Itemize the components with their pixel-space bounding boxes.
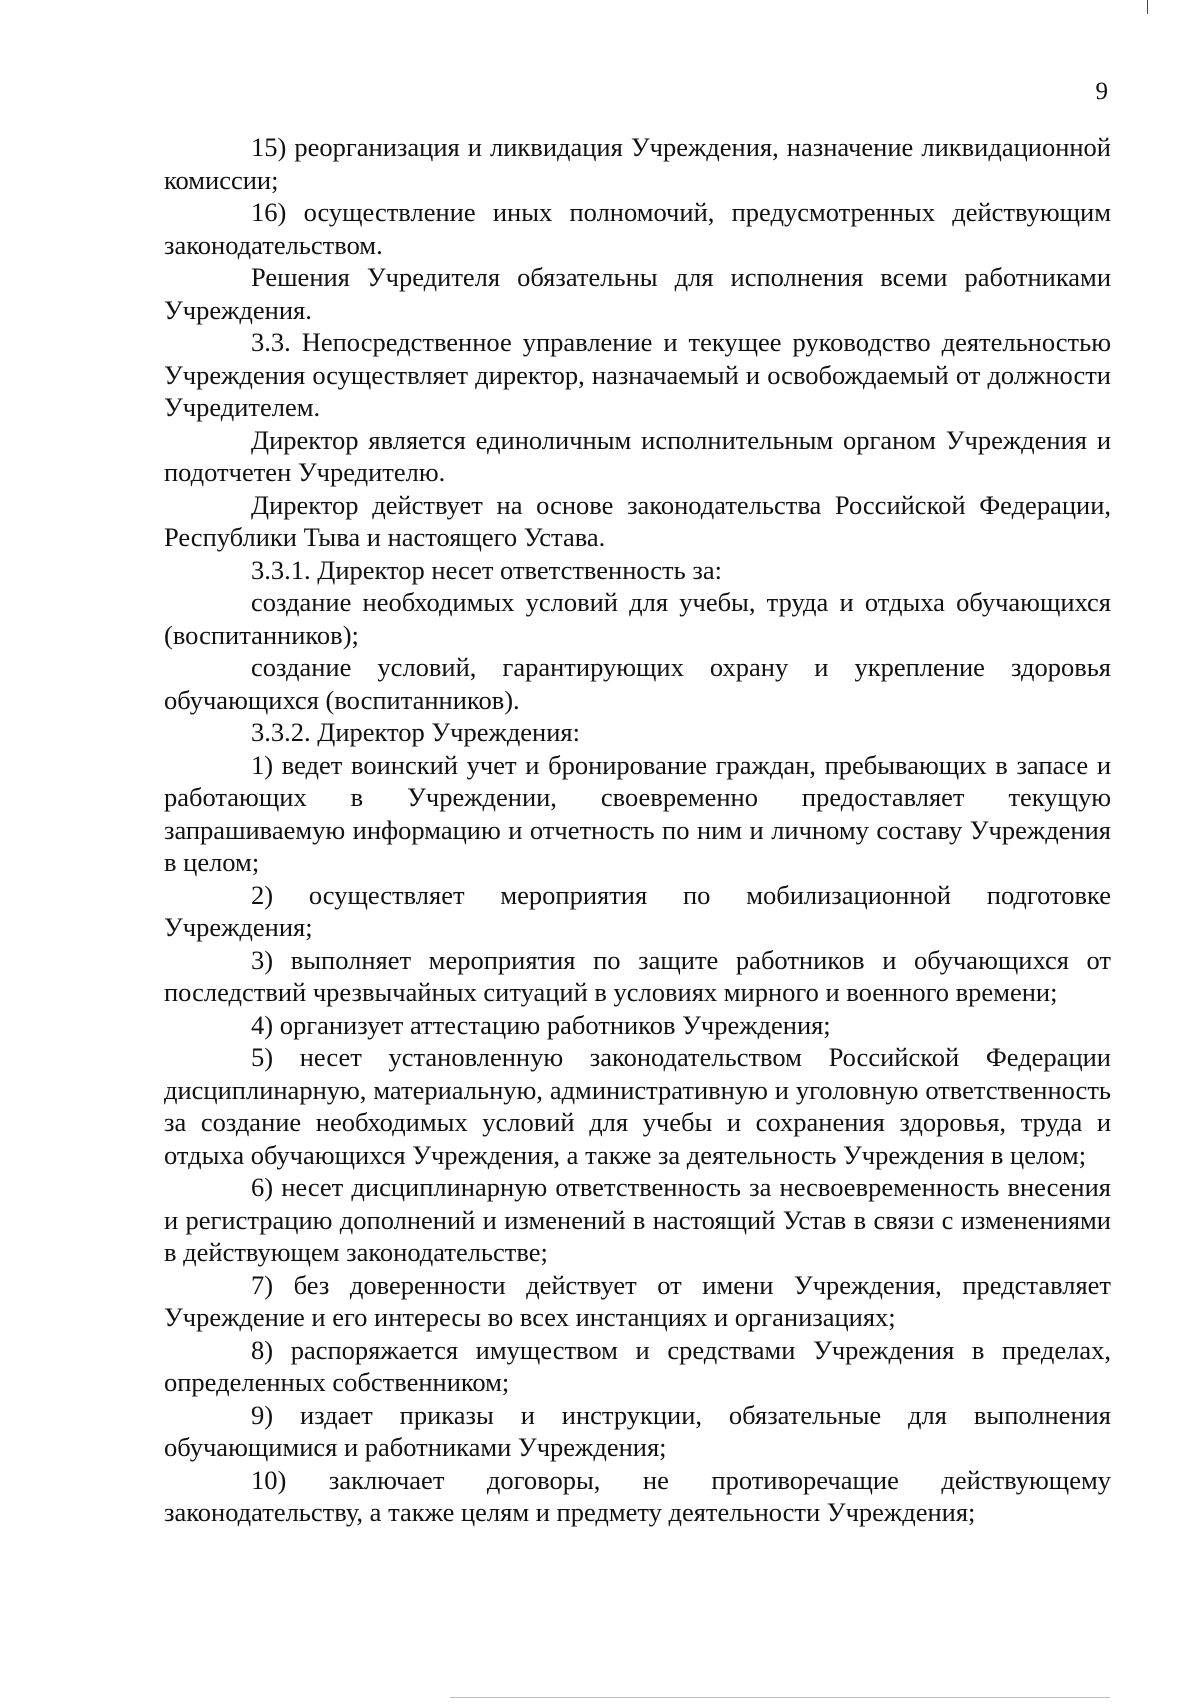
- paragraph-duty-4: 4) организует аттестацию работников Учреждения;: [251, 1009, 831, 1040]
- page-number: 9: [1095, 78, 1108, 105]
- paragraph-founder-decisions: Решения Учредителя обязательны для исполнения всеми работниками Учреждения.: [164, 262, 1111, 325]
- paragraph-director-role: Директор является единоличным исполнительным органом Учреждения и подотчетен Учредителю.: [164, 424, 1111, 487]
- paragraph-duty-2: 2) осуществляет мероприятия по мобилизационной подготовке Учреждения;: [164, 879, 1111, 942]
- paragraph-responsibility-health: создание условий, гарантирующих охрану и укрепление здоровья обучающихся (воспитанников).: [164, 652, 1111, 715]
- paragraph-duty-8: 8) распоряжается имуществом и средствами Учреждения в пределах, определенных собственником;: [164, 1334, 1111, 1397]
- paragraph-director-legal-basis: Директор действует на основе законодательства Российской Федерации, Республики Тыва и настоящего Устава.: [164, 489, 1111, 552]
- paragraph-duty-6: 6) несет дисциплинарную ответственность за несвоевременность внесения и регистрацию дополнений и изменений в настоящий Устав в связи с изменениями в действующем законодательстве;: [164, 1172, 1111, 1267]
- paragraph-duty-7: 7) без доверенности действует от имени Учреждения, представляет Учреждение и его интересы во всех инстанциях и организациях;: [164, 1269, 1111, 1332]
- paragraph-item-16: 16) осуществление иных полномочий, предусмотренных действующим законодательством.: [164, 197, 1111, 260]
- paragraph-section-3-3-1: 3.3.1. Директор несет ответственность за:: [251, 554, 722, 585]
- paragraph-responsibility-conditions: создание необходимых условий для учебы, труда и отдыха обучающихся (воспитанников);: [164, 587, 1111, 650]
- paragraph-section-3-3: 3.3. Непосредственное управление и текущее руководство деятельностью Учреждения осуществляет директор, назначаемый и освобождаемый от должности Учредителем.: [164, 327, 1111, 422]
- scan-bottom-line: [450, 1697, 1110, 1698]
- paragraph-section-3-3-2: 3.3.2. Директор Учреждения:: [251, 717, 580, 747]
- paragraph-duty-9: 9) издает приказы и инструкции, обязательные для выполнения обучающимися и работниками Учреждения;: [164, 1399, 1111, 1462]
- paragraph-duty-3: 3) выполняет мероприятия по защите работников и обучающихся от последствий чрезвычайных ситуаций в условиях мирного и военного времени;: [164, 944, 1111, 1007]
- paragraph-duty-1: 1) ведет воинский учет и бронирование граждан, пребывающих в запасе и работающих в Учреждении, своевременно предоставляет текущую запрашиваемую информацию и отчетность по ним и личному составу Учреждения в целом;: [164, 749, 1111, 877]
- paragraph-duty-10: 10) заключает договоры, не противоречащие действующему законодательству, а также целям и предмету деятельности Учреждения;: [164, 1464, 1111, 1527]
- document-body: [164, 131, 1111, 1529]
- paragraph-duty-5: 5) несет установленную законодательством Российской Федерации дисциплинарную, материальную, административную и уголовную ответственность за создание необходимых условий для учебы и сохранения здоровья, труда и отдыха обучающихся Учреждения, а также за деятельность Учреждения в целом;: [164, 1042, 1111, 1170]
- paragraph-item-15: 15) реорганизация и ликвидация Учреждения, назначение ликвидационной комиссии;: [164, 132, 1111, 195]
- scan-edge-mark: [1147, 0, 1148, 14]
